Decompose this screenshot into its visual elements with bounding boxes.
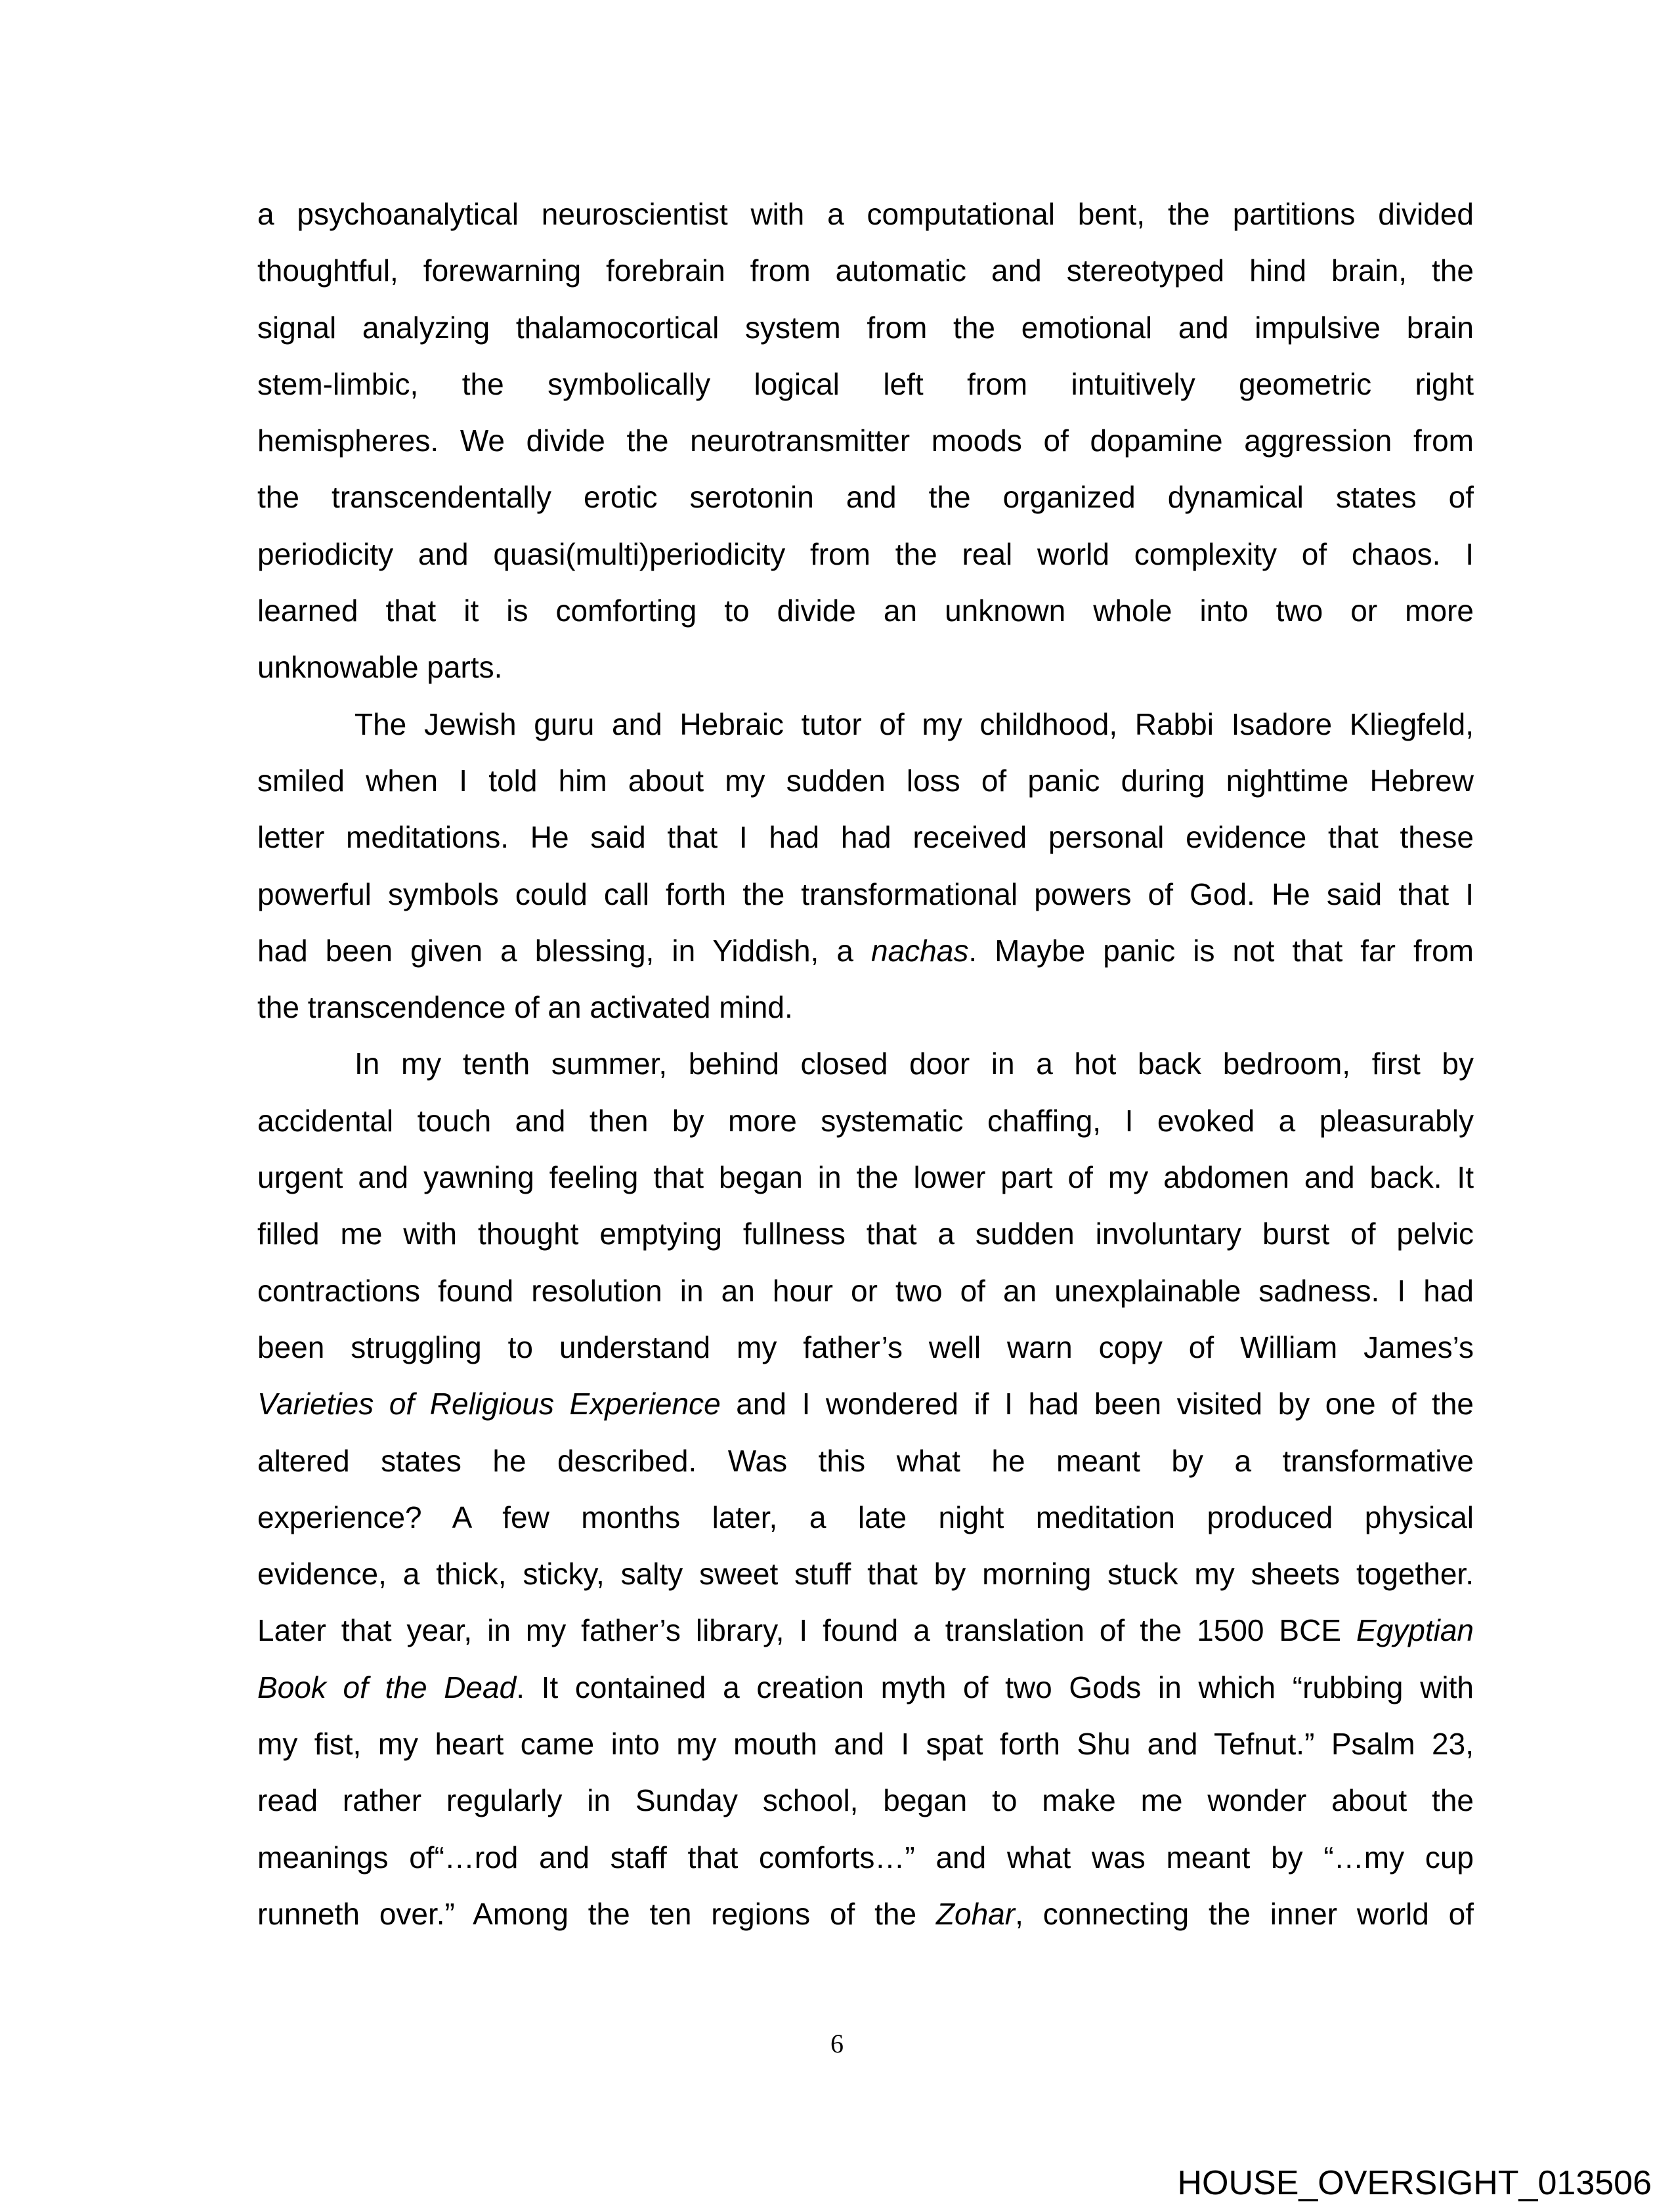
text-run: . Maybe panic is not that far from xyxy=(968,933,1474,968)
italic-title: Egyptian xyxy=(1356,1613,1474,1648)
text-line xyxy=(257,1489,1474,1546)
text-line xyxy=(257,1886,1474,1942)
text-run: a psychoanalytical neuroscientist with a computational bent, the partitions divided xyxy=(257,197,1474,231)
page-number: 6 xyxy=(830,2029,844,2058)
text-run: read rather regularly in Sunday school, began to make me wonder about the xyxy=(257,1783,1474,1818)
text-line xyxy=(257,1772,1474,1829)
text-run: powerful symbols could call forth the transformational powers of God. He said that I xyxy=(257,877,1474,911)
text-run: Later that year, in my father’s library, I found a translation of the 1500 BCE xyxy=(257,1613,1356,1648)
italic-title: nachas xyxy=(870,933,969,968)
text-line xyxy=(257,809,1474,865)
text-run: smiled when I told him about my sudden loss of panic during nighttime Hebrew xyxy=(257,763,1474,798)
italic-title: Varieties of Religious Experience xyxy=(257,1387,721,1421)
text-line xyxy=(257,1602,1474,1659)
text-line xyxy=(257,469,1474,525)
text-run: been struggling to understand my father’s well warn copy of William James’s xyxy=(257,1330,1474,1364)
paragraph xyxy=(257,696,1474,1036)
text-line xyxy=(257,299,1474,356)
text-run: signal analyzing thalamocortical system from the emotional and impulsive brain xyxy=(257,310,1474,345)
text-line xyxy=(257,1716,1474,1772)
paragraph xyxy=(257,186,1474,696)
text-line xyxy=(257,186,1474,242)
text-run: stem-limbic, the symbolically logical left from intuitively geometric right xyxy=(257,366,1474,401)
bates-stamp: HOUSE_OVERSIGHT_013506 xyxy=(1177,2164,1652,2202)
text-line xyxy=(257,242,1474,299)
text-run: and I wondered if I had been visited by one of the xyxy=(720,1387,1474,1421)
text-line xyxy=(257,412,1474,469)
italic-title: Zohar xyxy=(935,1896,1016,1931)
text-line xyxy=(257,526,1474,582)
text-line xyxy=(257,356,1474,412)
text-run: urgent and yawning feeling that began in the lower part of my abdomen and back. It xyxy=(257,1160,1474,1195)
text-line xyxy=(257,979,1474,1035)
text-run: The Jewish guru and Hebraic tutor of my childhood, Rabbi Isadore Kliegfeld, xyxy=(354,706,1474,741)
body-text xyxy=(257,186,1474,1942)
text-line xyxy=(257,1829,1474,1886)
text-run: . It contained a creation myth of two Gods in which “rubbing with xyxy=(516,1670,1474,1704)
text-run: had been given a blessing, in Yiddish, a xyxy=(257,933,871,968)
text-run: accidental touch and then by more systematic chaffing, I evoked a pleasurably xyxy=(257,1103,1474,1138)
text-run: learned that it is comforting to divide an unknown whole into two or more xyxy=(257,594,1474,628)
text-run: my fist, my heart came into my mouth and I spat forth Shu and Tefnut.” Psalm 23, xyxy=(257,1727,1474,1762)
text-run: , connecting the inner world of xyxy=(1015,1896,1474,1931)
text-run: filled me with thought emptying fullness that a sudden involuntary burst of pelvic xyxy=(257,1217,1474,1251)
text-run: the transcendence of an activated mind. xyxy=(257,990,793,1025)
text-line xyxy=(257,866,1474,922)
text-run: unknowable parts. xyxy=(257,650,503,685)
text-run: In my tenth summer, behind closed door in a hot back bedroom, first by xyxy=(354,1047,1474,1081)
text-line xyxy=(257,1319,1474,1376)
text-line xyxy=(257,1093,1474,1149)
text-run: experience? A few months later, a late night meditation produced physical xyxy=(257,1500,1474,1534)
text-line xyxy=(257,1659,1474,1716)
text-line xyxy=(257,1263,1474,1319)
text-line xyxy=(257,1433,1474,1489)
text-line xyxy=(257,1546,1474,1602)
text-line xyxy=(257,1149,1474,1205)
text-line xyxy=(257,582,1474,639)
text-line xyxy=(257,1035,1474,1092)
paragraph xyxy=(257,1035,1474,1942)
text-line xyxy=(257,1376,1474,1432)
text-run: thoughtful, forewarning forebrain from automatic and stereotyped hind brain, the xyxy=(257,253,1474,288)
text-line xyxy=(257,922,1474,979)
text-run: evidence, a thick, sticky, salty sweet stuff that by morning stuck my sheets together. xyxy=(257,1557,1474,1592)
text-run: letter meditations. He said that I had had received personal evidence that these xyxy=(257,820,1474,855)
text-line xyxy=(257,639,1474,695)
text-line xyxy=(257,1205,1474,1262)
text-run: altered states he described. Was this what he meant by a transformative xyxy=(257,1443,1474,1478)
text-run: meanings of“…rod and staff that comforts…” and what was meant by “…my cup xyxy=(257,1840,1474,1875)
text-run: the transcendentally erotic serotonin and the organized dynamical states of xyxy=(257,480,1474,515)
text-run: contractions found resolution in an hour or two of an unexplainable sadness. I had xyxy=(257,1273,1474,1308)
italic-title: Book of the Dead xyxy=(257,1670,517,1704)
text-line xyxy=(257,696,1474,752)
text-run: hemispheres. We divide the neurotransmitter moods of dopamine aggression from xyxy=(257,423,1474,458)
text-run: runneth over.” Among the ten regions of the xyxy=(257,1896,936,1931)
text-run: periodicity and quasi(multi)periodicity from the real world complexity of chaos. I xyxy=(257,536,1474,571)
text-line xyxy=(257,752,1474,809)
